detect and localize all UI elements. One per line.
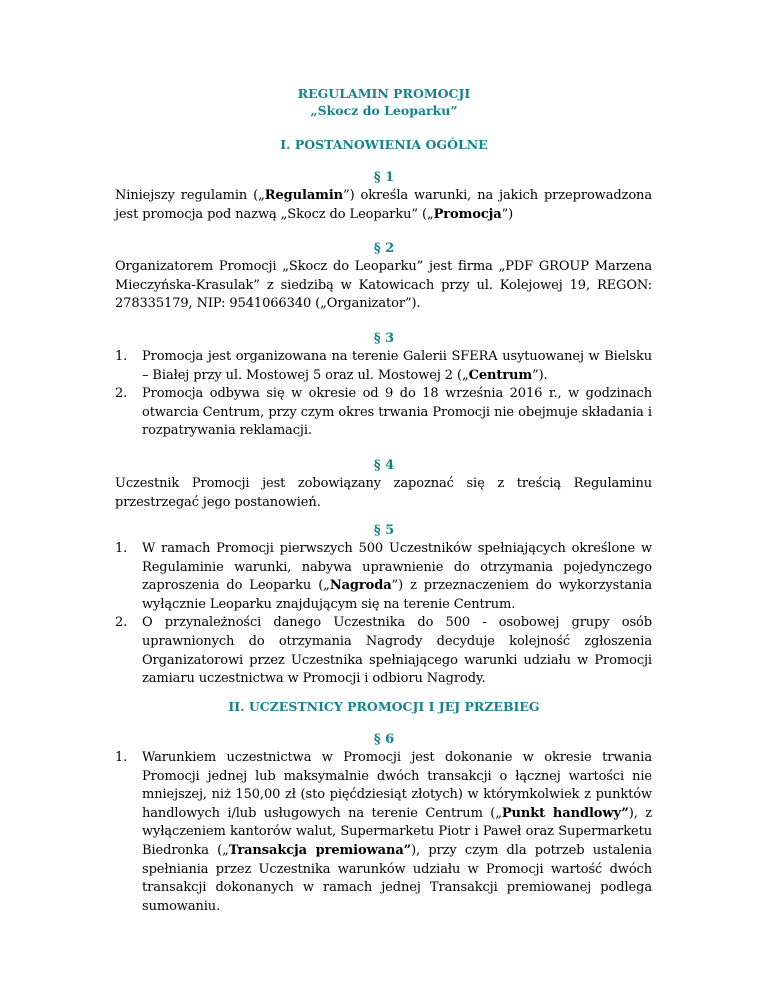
- section-6-list: [115, 749, 652, 916]
- section-heading-1: § 1: [373, 170, 395, 185]
- document-subtitle: „Skocz do Leoparku”: [310, 103, 458, 118]
- section-heading-6: § 6: [373, 732, 395, 747]
- section-4-text: Uczestnik Promocji jest zobowiązany zapoznać się z treścią Regulaminu przestrzegać jego postanowień.: [115, 476, 652, 510]
- chapter-heading-1: I. POSTANOWIENIA OGÓLNE: [280, 137, 488, 152]
- section-heading-3: § 3: [373, 331, 395, 346]
- chapter-heading-2: II. UCZESTNICY PROMOCJI I JEJ PRZEBIEG: [228, 699, 540, 714]
- section-5-list: [115, 540, 652, 689]
- section-2-text: Organizatorem Promocji „Skocz do Leoparku” jest firma „PDF GROUP Marzena Mieczyńska-Krasulak” z siedzibą w Katowicach przy ul. Kolejowej 19, REGON: 278335179, NIP: 9541066340 („Organizator”).: [115, 259, 652, 312]
- section-3-list: [115, 348, 652, 441]
- section-heading-2: § 2: [373, 241, 395, 256]
- section-1-text: Niniejszy regulamin („Regulamin”) określa warunki, na jakich przeprowadzona jest promocja pod nazwą „Skocz do Leoparku” („Promocja”): [115, 188, 652, 222]
- list-item: 2. Promocja odbywa się w okresie od 9 do 18 września 2016 r., w godzinach otwarcia Centrum, przy czym okres trwania Promocji nie obejmuje składania i rozpatrywania reklamacji.: [115, 386, 652, 439]
- list-item: 1. Promocja jest organizowana na terenie Galerii SFERA usytuowanej w Bielsku – Białej przy ul. Mostowej 5 oraz ul. Mostowej 2 („Centrum”).: [115, 349, 652, 383]
- list-item: 1. W ramach Promocji pierwszych 500 Uczestników spełniających określone w Regulaminie warunki, nabywa uprawnienie do otrzymania pojedynczego zaproszenia do Leoparku („Nagroda”) z przeznaczeniem do wykorzystania wyłącznie Leoparku znajdującym się na terenie Centrum.: [115, 541, 652, 612]
- document-title: REGULAMIN PROMOCJI: [297, 86, 471, 101]
- list-item: 1. Warunkiem uczestnictwa w Promocji jest dokonanie w okresie trwania Promocji jednej lub maksymalnie dwóch transakcji o łącznej wartości nie mniejszej, niż 150,00 zł (sto pięćdziesiąt złotych) w którymkolwiek z punktów handlowych i/lub usługowych na terenie Centrum („Punkt handlowy”), z wyłączeniem kantorów walut, Supermarketu Piotr i Paweł oraz Supermarketu Biedronka („Transakcja premiowana”), przy czym dla potrzeb ustalenia spełniania przez Uczestnika warunków udziału w Promocji wartość dwóch transakcji dokonanych w ramach jednej Transakcji premiowanej podlega sumowaniu.: [115, 750, 652, 914]
- list-item: 2. O przynależności danego Uczestnika do 500 - osobowej grupy osób uprawnionych do otrzymania Nagrody decyduje kolejność zgłoszenia Organizatorowi przez Uczestnika spełniającego warunki udziału w Promocji zamiaru uczestnictwa w Promocji i odbioru Nagrody.: [115, 615, 652, 687]
- section-heading-5: § 5: [373, 523, 395, 538]
- section-heading-4: § 4: [373, 458, 395, 473]
